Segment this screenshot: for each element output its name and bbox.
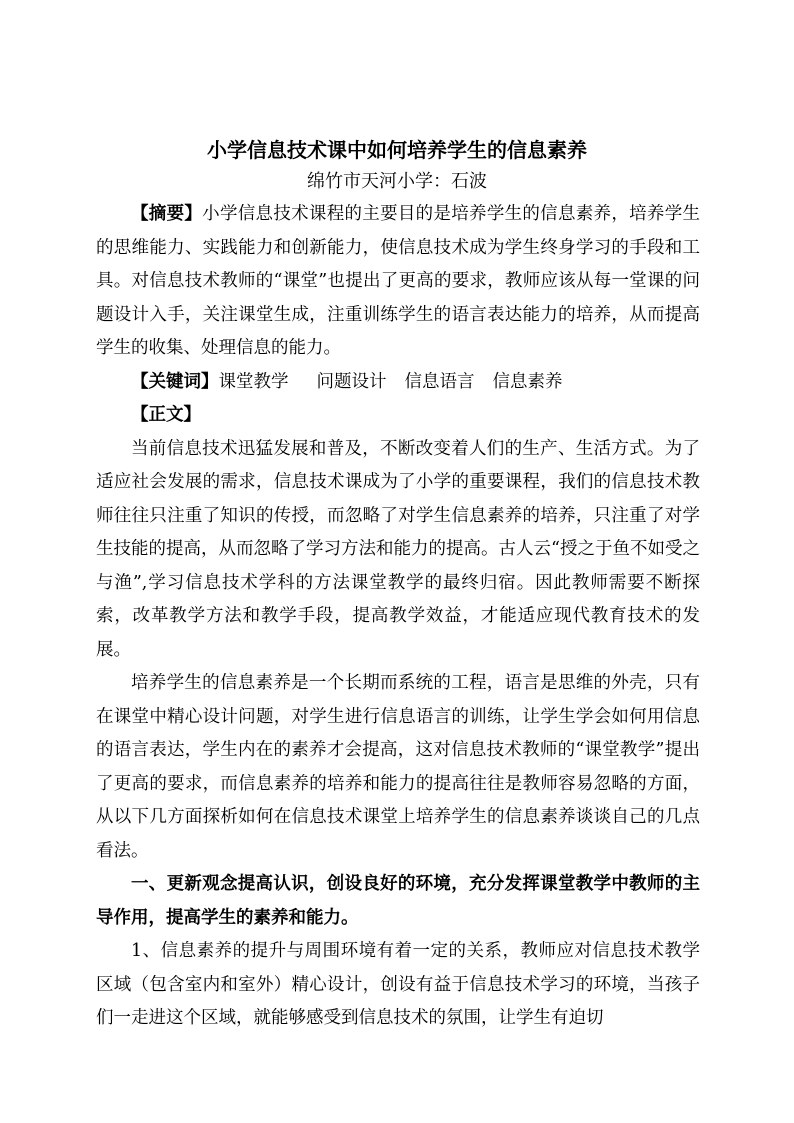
- section-heading: 一、更新观念提高认识，创设良好的环境，充分发挥课堂教学中教师的主导作用，提高学生的素养和能力。: [96, 874, 700, 928]
- keywords-paragraph: [96, 366, 700, 400]
- keyword: 信息素养: [492, 371, 563, 392]
- keywords-label: 【关键词】: [131, 371, 219, 392]
- abstract-label: 【摘要】: [131, 204, 203, 224]
- body-label: 【正文】: [131, 405, 201, 425]
- body-paragraph: 当前信息技术迅猛发展和普及，不断改变着人们的生产、生活方式。为了适应社会发展的需求，信息技术课成为了小学的重要课程，我们的信息技术教师往往只注重了知识的传授，而忽略了对学生信息素养的培养，只注重了对学生技能的提高，从而忽略了学习方法和能力的提高。古人云“授之于鱼不如受之与渔”,学习信息技术学科的方法课堂教学的最终归宿。因此教师需要不断探索，改革教学方法和教学手段，提高教学效益，才能适应现代教育技术的发展。: [96, 438, 700, 660]
- keyword: 课堂教学: [218, 371, 289, 392]
- document-body: [96, 198, 700, 1036]
- abstract-text: 小学信息技术课程的主要目的是培养学生的信息素养，培养学生的思维能力、实践能力和创新能力，使信息技术成为学生终身学习的手段和工具。对信息技术教师的“课堂”也提出了更高的要求，教师应该从每一堂课的问题设计入手，关注课堂生成，注重训练学生的语言表达能力的培养，从而提高学生的收集、处理信息的能力。: [96, 204, 701, 358]
- document-title: 小学信息技术课中如何培养学生的信息素养: [207, 138, 587, 162]
- body-paragraph: 培养学生的信息素养是一个长期而系统的工程，语言是思维的外壳，只有在课堂中精心设计问题，对学生进行信息语言的训练，让学生学会如何用信息的语言表达，学生内在的素养才会提高，这对信息技术教师的“课堂教学”提出了更高的要求，而信息素养的培养和能力的提高往往是教师容易忽略的方面，从以下几方面探析如何在信息技术课堂上培养学生的信息素养谈谈自己的几点看法。: [96, 673, 700, 861]
- keyword: 问题设计: [316, 371, 387, 392]
- author-line: 绵竹市天河小学：石波: [307, 171, 487, 192]
- point-paragraph: 1、信息素养的提升与周围环境有着一定的关系，教师应对信息技术教学区域（包含室内和室外）精心设计，创设有益于信息技术学习的环境，当孩子们一走进这个区域，就能够感受到信息技术的氛围，让学生有迫切: [96, 941, 700, 1028]
- abstract-paragraph: [96, 198, 700, 366]
- keyword: 信息语言: [404, 371, 475, 392]
